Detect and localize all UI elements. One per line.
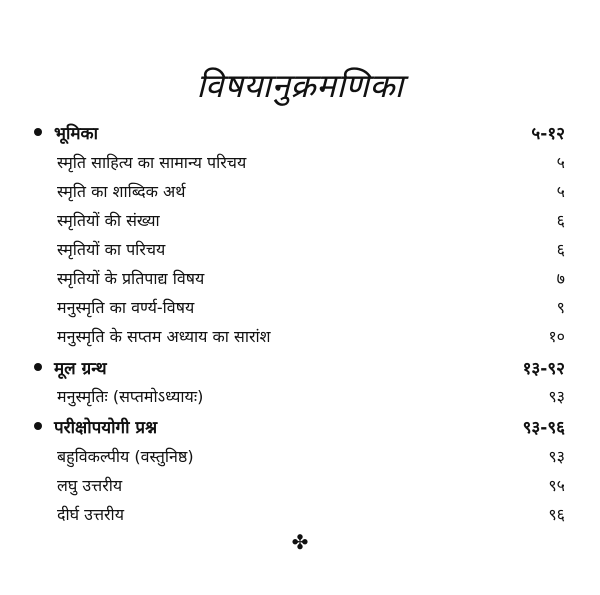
entry-label: बहुविकल्पीय (वस्तुनिष्ठ): [57, 447, 194, 466]
section-pages: १३-९२: [522, 359, 565, 379]
toc-entry: [0, 441, 600, 471]
toc-entry: [0, 292, 600, 322]
entry-label: दीर्घ उत्तरीय: [57, 505, 124, 524]
toc-entry: [0, 205, 600, 235]
entry-label: स्मृतियों का परिचय: [57, 240, 166, 259]
section-pages: ५-१२: [531, 124, 565, 144]
toc-section: [0, 352, 600, 382]
toc-entry: [0, 176, 600, 206]
toc-section: [0, 411, 600, 441]
entry-label: मनुस्मृतिः (सप्तमोऽध्यायः): [57, 387, 204, 406]
entry-label: स्मृति का शाब्दिक अर्थ: [57, 182, 186, 201]
entry-page: ५: [556, 153, 565, 172]
entry-page: ६: [556, 211, 565, 230]
entry-label: मनुस्मृति का वर्ण्य-विषय: [57, 298, 195, 317]
ornament-icon: ✤: [291, 530, 309, 554]
toc-entry: [0, 321, 600, 351]
entry-label: मनुस्मृति के सप्तम अध्याय का सारांश: [57, 327, 271, 346]
entry-page: ९६: [548, 505, 565, 524]
toc-entry: [0, 499, 600, 529]
bullet-icon: [34, 422, 42, 430]
entry-label: स्मृतियों के प्रतिपाद्य विषय: [57, 269, 205, 288]
entry-label: स्मृति साहित्य का सामान्य परिचय: [57, 153, 247, 172]
toc-entry: [0, 470, 600, 500]
entry-label: लघु उत्तरीय: [57, 476, 123, 495]
entry-page: ९३: [548, 447, 565, 466]
entry-page: ५: [556, 182, 565, 201]
bullet-icon: [34, 128, 42, 136]
toc-section: [0, 117, 600, 147]
entry-page: ९: [556, 298, 565, 317]
entry-page: ९३: [548, 387, 565, 406]
toc-entry: [0, 263, 600, 293]
toc-entry: [0, 234, 600, 264]
toc-entry: [0, 147, 600, 177]
bullet-icon: [34, 363, 42, 371]
section-label: मूल ग्रन्थ: [54, 359, 107, 379]
page-title: विषयानुक्रमणिका: [196, 66, 404, 105]
entry-page: १०: [548, 327, 565, 346]
entry-page: ६: [556, 240, 565, 259]
entry-page: ९५: [548, 476, 565, 495]
entry-page: ७: [556, 269, 565, 288]
section-label: भूमिका: [54, 124, 98, 144]
toc-entry: [0, 381, 600, 411]
section-label: परीक्षोपयोगी प्रश्न: [54, 418, 158, 438]
section-pages: ९३-९६: [522, 418, 565, 438]
entry-label: स्मृतियों की संख्या: [57, 211, 160, 230]
